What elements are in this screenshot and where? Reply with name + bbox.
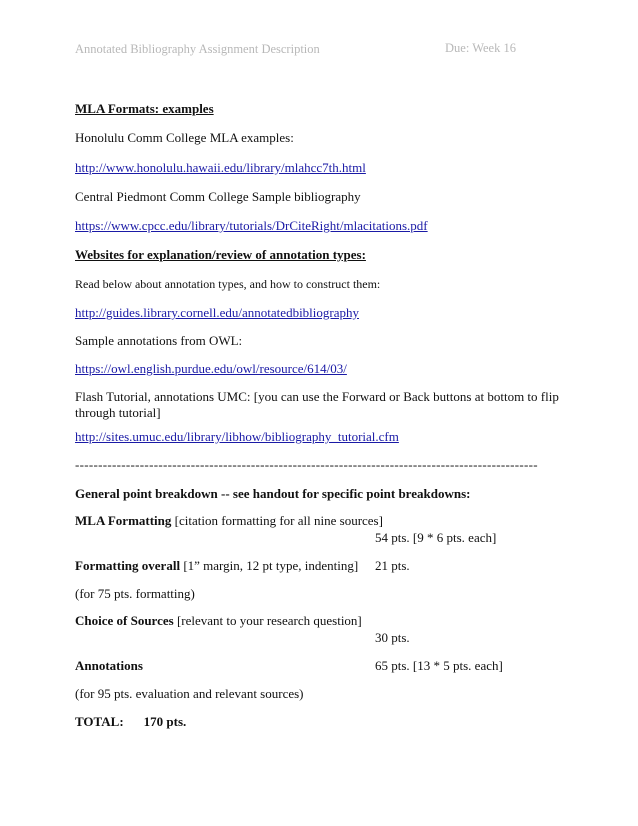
- annotation-intro: Read below about annotation types, and how to construct them:: [75, 277, 381, 291]
- choice-of-sources-value: 30 pts.: [375, 630, 410, 645]
- dashed-divider: ----------------------------------------------------------------------------------------------------: [75, 457, 538, 472]
- evaluation-subtotal: (for 95 pts. evaluation and relevant sources): [75, 686, 304, 701]
- choice-of-sources-note: [relevant to your research question]: [173, 613, 362, 628]
- flash-tutorial-line-2: through tutorial]: [75, 405, 161, 420]
- mla-formatting-note: [citation formatting for all nine sources]: [171, 513, 383, 528]
- total-value: 170 pts.: [143, 714, 187, 729]
- cornell-link[interactable]: http://guides.library.cornell.edu/annotatedbibliography: [75, 305, 360, 320]
- websites-heading: Websites for explanation/review of annotation types:: [75, 247, 366, 262]
- owl-link[interactable]: https://owl.english.purdue.edu/owl/resource/614/03/: [75, 361, 347, 376]
- total-label: TOTAL:: [75, 714, 124, 729]
- choice-of-sources-row: [75, 613, 362, 629]
- mla-heading: MLA Formats: examples: [75, 101, 214, 116]
- mla-formatting-label: MLA Formatting: [75, 513, 172, 528]
- flash-tutorial-line-1: Flash Tutorial, annotations UMC: [you can use the Forward or Back buttons at bottom to flip: [75, 389, 559, 404]
- owl-label: Sample annotations from OWL:: [75, 333, 243, 348]
- header-title: Annotated Bibliography Assignment Description: [75, 42, 320, 56]
- mla-formatting-value: 54 pts. [9 * 6 pts. each]: [375, 530, 497, 545]
- formatting-overall-value: 21 pts.: [375, 558, 410, 573]
- formatting-overall-label: Formatting overall: [75, 558, 181, 573]
- formatting-overall-row: [75, 558, 358, 574]
- annotations-label: Annotations: [75, 658, 143, 673]
- formatting-overall-note: [1” margin, 12 pt type, indenting]: [180, 558, 359, 573]
- honolulu-link[interactable]: http://www.honolulu.hawaii.edu/library/mlahcc7th.html: [75, 160, 366, 175]
- cpcc-label: Central Piedmont Comm College Sample bibliography: [75, 189, 361, 204]
- formatting-subtotal: (for 75 pts. formatting): [75, 586, 195, 601]
- total-row: [75, 714, 186, 730]
- choice-of-sources-label: Choice of Sources: [75, 613, 174, 628]
- cpcc-link[interactable]: https://www.cpcc.edu/library/tutorials/DrCiteRight/mlacitations.pdf: [75, 218, 428, 233]
- header-due: Due: Week 16: [445, 41, 516, 55]
- honolulu-label: Honolulu Comm College MLA examples:: [75, 130, 294, 145]
- annotations-value: 65 pts. [13 * 5 pts. each]: [375, 658, 503, 673]
- points-heading: General point breakdown -- see handout for specific point breakdowns:: [75, 486, 471, 501]
- umuc-link[interactable]: http://sites.umuc.edu/library/libhow/bibliography_tutorial.cfm: [75, 429, 399, 444]
- mla-formatting-row: [75, 513, 383, 529]
